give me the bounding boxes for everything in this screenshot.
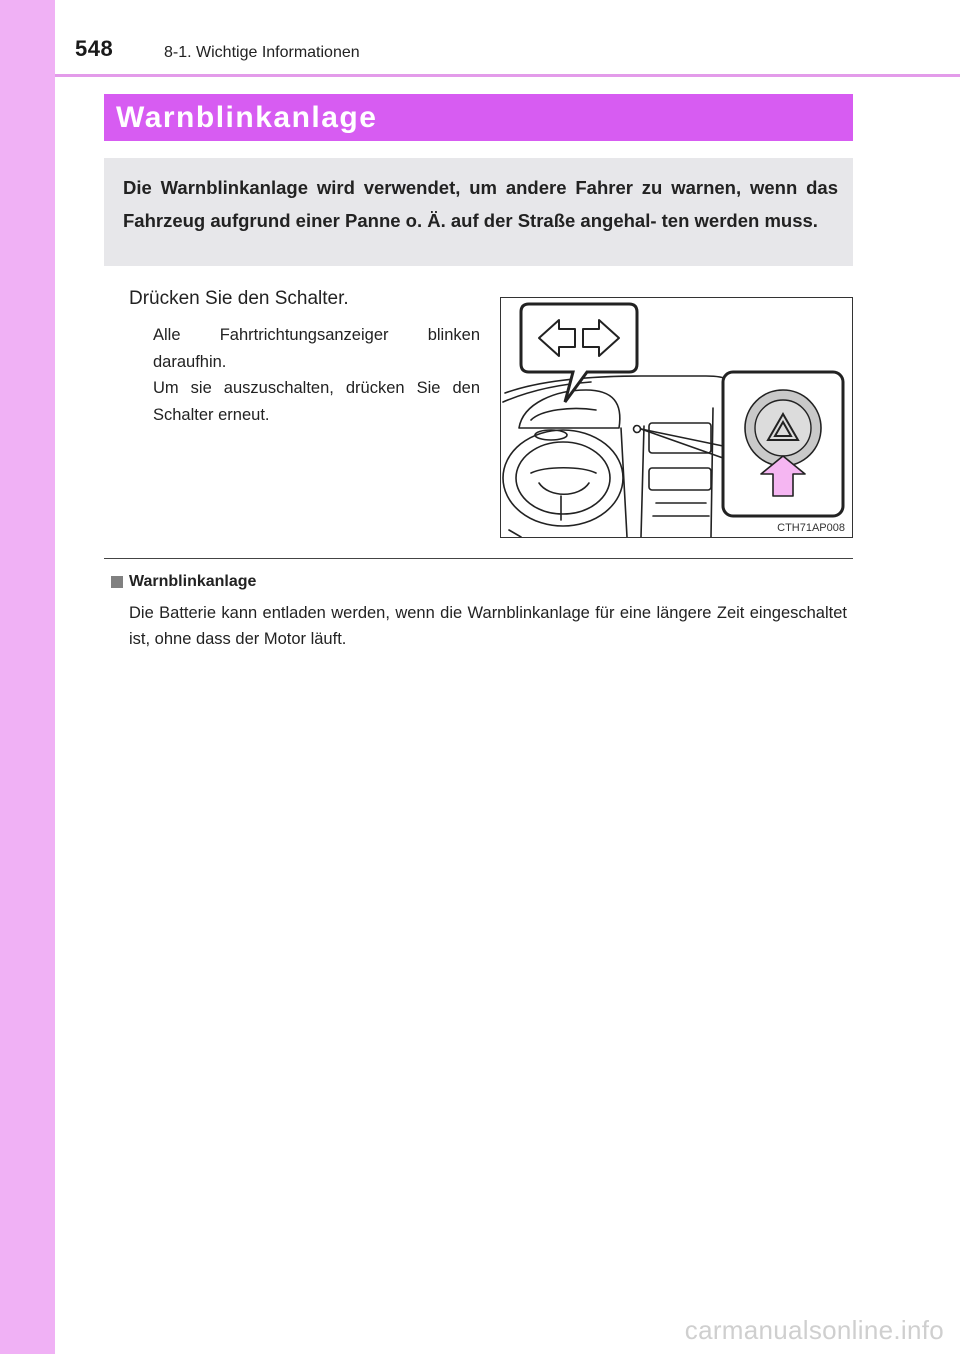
page-number: 548 bbox=[75, 36, 114, 61]
section-title: Warnblinkanlage bbox=[116, 101, 378, 134]
square-bullet-icon bbox=[111, 576, 123, 588]
step-detail-2: Um sie auszuschalten, drücken Sie den Schalter erneut. bbox=[153, 379, 480, 424]
note-heading bbox=[111, 573, 256, 591]
note-body bbox=[129, 600, 847, 652]
note-heading-text: Warnblinkanlage bbox=[129, 573, 257, 590]
side-color-bar bbox=[0, 0, 55, 1354]
step-detail-1: Alle Fahrtrichtungsanzeiger blinken daraufhin. bbox=[153, 326, 480, 371]
step-detail bbox=[153, 322, 480, 428]
intro-box bbox=[104, 158, 853, 266]
note-text: Die Batterie kann entladen werden, wenn die Warnblinkanlage für eine längere Zeit eingeschaltet ist, ohne dass der Motor läuft. bbox=[129, 604, 847, 648]
section-divider bbox=[104, 558, 853, 559]
figure-code: CTH71AP008 bbox=[777, 522, 845, 534]
watermark: carmanualsonline.info bbox=[684, 1315, 944, 1345]
header-rule bbox=[55, 74, 960, 77]
chapter-title: 8-1. Wichtige Informationen bbox=[164, 44, 360, 61]
turn-signal-callout bbox=[521, 304, 637, 402]
dashboard-drawing bbox=[501, 298, 852, 537]
hazard-switch-callout bbox=[723, 372, 843, 516]
section-banner bbox=[104, 94, 853, 141]
dashboard-illustration bbox=[500, 297, 853, 538]
step-instruction: Drücken Sie den Schalter. bbox=[129, 288, 349, 309]
intro-text: Die Warnblinkanlage wird verwendet, um andere Fahrer zu warnen, wenn das Fahrzeug aufgrund einer Panne o. Ä. auf der Straße angehal- ten werden muss. bbox=[123, 177, 838, 231]
